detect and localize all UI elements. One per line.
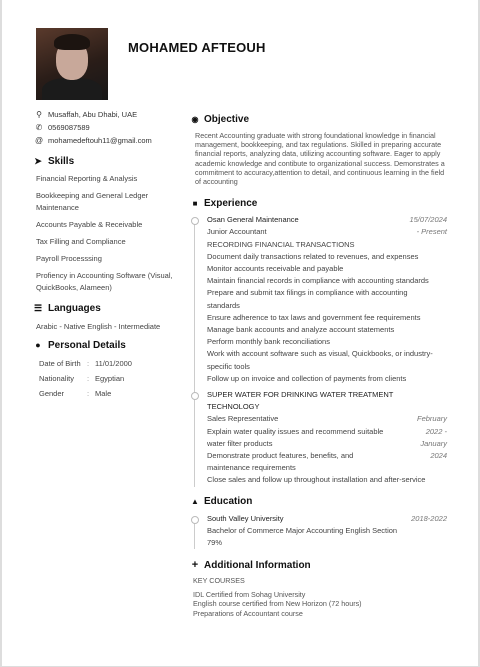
course-line: IDL Certified from Sohag University xyxy=(193,589,306,599)
personal-value: Egyptian xyxy=(95,374,125,383)
job-date: January xyxy=(420,438,447,448)
job-duty: specific tools xyxy=(207,361,250,371)
objective-heading: ◉ Objective xyxy=(191,113,250,125)
personal-row: Nationality : Egyptian xyxy=(39,374,125,383)
skill-item: Accounts Payable & Receivable xyxy=(36,220,143,229)
graduation-cap-icon: ▲ xyxy=(191,497,199,507)
job-line: maintenance requirements xyxy=(207,463,296,473)
job-role: Junior Accountant xyxy=(207,227,267,237)
personal-value: 11/01/2000 xyxy=(95,359,132,368)
timeline-dot xyxy=(191,516,199,524)
timeline-dot xyxy=(191,217,199,225)
job-entry xyxy=(207,214,447,385)
job-date: 2024 xyxy=(430,451,447,461)
objective-text: Recent Accounting graduate with strong foundational knowledge in financial management, bookkeeping, and tax regulations. Skilled in preparing accurate financial reports, analyzing data, utilizing accounting software. Eager to apply academic knowledge and contibute to organizational success. Demonstrates a commitment to accuracy,attention to detail, and continuous learning in the field of accounting xyxy=(195,131,445,187)
skill-item: Tax Filling and Compliance xyxy=(36,237,126,246)
education-dates: 2018-2022 xyxy=(411,513,447,523)
job-date: February xyxy=(416,414,447,424)
left-column xyxy=(34,108,184,398)
job-duty: Prepare and submit tax filings in compliance with accounting xyxy=(207,288,408,298)
personal-key: Gender xyxy=(39,389,65,398)
job-duty: Perform monthly bank reconciliations xyxy=(207,337,330,347)
job-duty: standards xyxy=(207,300,240,310)
job-duty: Ensure adherence to tax laws and government fee requirements xyxy=(207,312,421,322)
job-section-title: RECORDING FINANCIAL TRANSACTIONS xyxy=(207,239,355,249)
at-sign-icon: @ xyxy=(34,136,44,145)
location-text: Musaffah, Abu Dhabi, UAE xyxy=(48,110,138,119)
personal-row: Gender : Male xyxy=(39,389,112,398)
skills-heading: ➤ Skills xyxy=(34,155,75,167)
location-pin-icon: ⚲ xyxy=(36,110,42,119)
skill-item: Payroll Processsing xyxy=(36,254,102,263)
job-duty: Work with account software such as visual, Quickbooks, or industry- xyxy=(207,349,433,359)
contact-location xyxy=(34,108,184,121)
skill-item: Profiency in Accounting Software (Visual, QuickBooks, Alameen) xyxy=(36,271,173,292)
job-entry xyxy=(207,389,447,487)
contact-phone xyxy=(34,121,184,134)
job-line: Explain water quality issues and recommend suitable xyxy=(207,426,384,436)
contact-email xyxy=(34,134,184,147)
rocket-icon: ➤ xyxy=(34,155,42,166)
job-line: Demonstrate product features, benefits, and xyxy=(207,451,354,461)
target-icon: ◉ xyxy=(191,114,199,124)
experience-timeline xyxy=(207,214,447,486)
education-timeline xyxy=(207,513,447,550)
education-heading: ▲ Education xyxy=(191,496,253,508)
translate-icon: ☰ xyxy=(34,302,43,313)
school-name: South Valley University xyxy=(207,513,284,523)
person-icon: ● xyxy=(35,340,41,350)
job-company: SUPER WATER FOR DRINKING WATER TREATMENT TECHNOLOGY xyxy=(207,390,394,412)
job-duty: Monitor accounts receivable and payable xyxy=(207,264,344,274)
course-line: Preparations of Accountant course xyxy=(193,608,303,618)
grade-text: 79% xyxy=(207,538,223,548)
candidate-name: MOHAMED AFTEOUH xyxy=(128,40,266,55)
job-company: Osan General Maintenance xyxy=(207,215,299,225)
job-duty: Follow up on invoice and collection of payments from clients xyxy=(207,373,407,383)
education-entry xyxy=(207,513,447,550)
job-start-date: 15/07/2024 xyxy=(409,215,447,225)
phone-text: 0569087589 xyxy=(48,123,90,132)
email-text: mohamedeftouh11@gmail.com xyxy=(48,136,152,145)
timeline-dot xyxy=(191,392,199,400)
job-duty: Maintain financial records in compliance with accounting standards xyxy=(207,276,429,286)
course-line: English course certified from New Horizon (72 hours) xyxy=(193,599,362,609)
right-column xyxy=(191,112,447,618)
personal-key: Date of Birth xyxy=(39,359,81,368)
job-end-date: - Present xyxy=(416,227,447,237)
personal-heading: ● Personal Details xyxy=(35,339,126,351)
job-line: water filter products xyxy=(207,438,273,448)
experience-heading: ■ Experience xyxy=(192,197,258,209)
additional-heading: + Additional Information xyxy=(191,559,311,572)
job-line: Sales Representative xyxy=(207,414,279,424)
job-duty: Document daily transactions related to revenues, and expenses xyxy=(207,251,419,261)
profile-photo xyxy=(36,28,108,100)
skill-item: Financial Reporting & Analysis xyxy=(36,174,138,183)
job-date: 2022 - xyxy=(425,426,447,436)
briefcase-icon: ■ xyxy=(192,198,198,208)
languages-text: Arabic - Native English - Intermediate xyxy=(36,322,161,331)
degree-text: Bachelor of Commerce Major Accounting English Section xyxy=(207,525,398,535)
phone-icon: ✆ xyxy=(35,123,43,132)
languages-heading: ☰ Languages xyxy=(34,302,101,314)
plus-icon: + xyxy=(191,559,199,572)
key-courses-heading: KEY COURSES xyxy=(193,576,245,586)
personal-key: Nationality xyxy=(39,374,75,383)
job-duty: Manage bank accounts and analyze account statements xyxy=(207,325,395,335)
job-line: Close sales and follow up throughout installation and after-service xyxy=(207,475,426,485)
personal-value: Male xyxy=(95,389,112,398)
personal-row: Date of Birth : 11/01/2000 xyxy=(39,359,132,368)
skill-item: Bookkeeping and General Ledger Maintenance xyxy=(36,191,149,212)
